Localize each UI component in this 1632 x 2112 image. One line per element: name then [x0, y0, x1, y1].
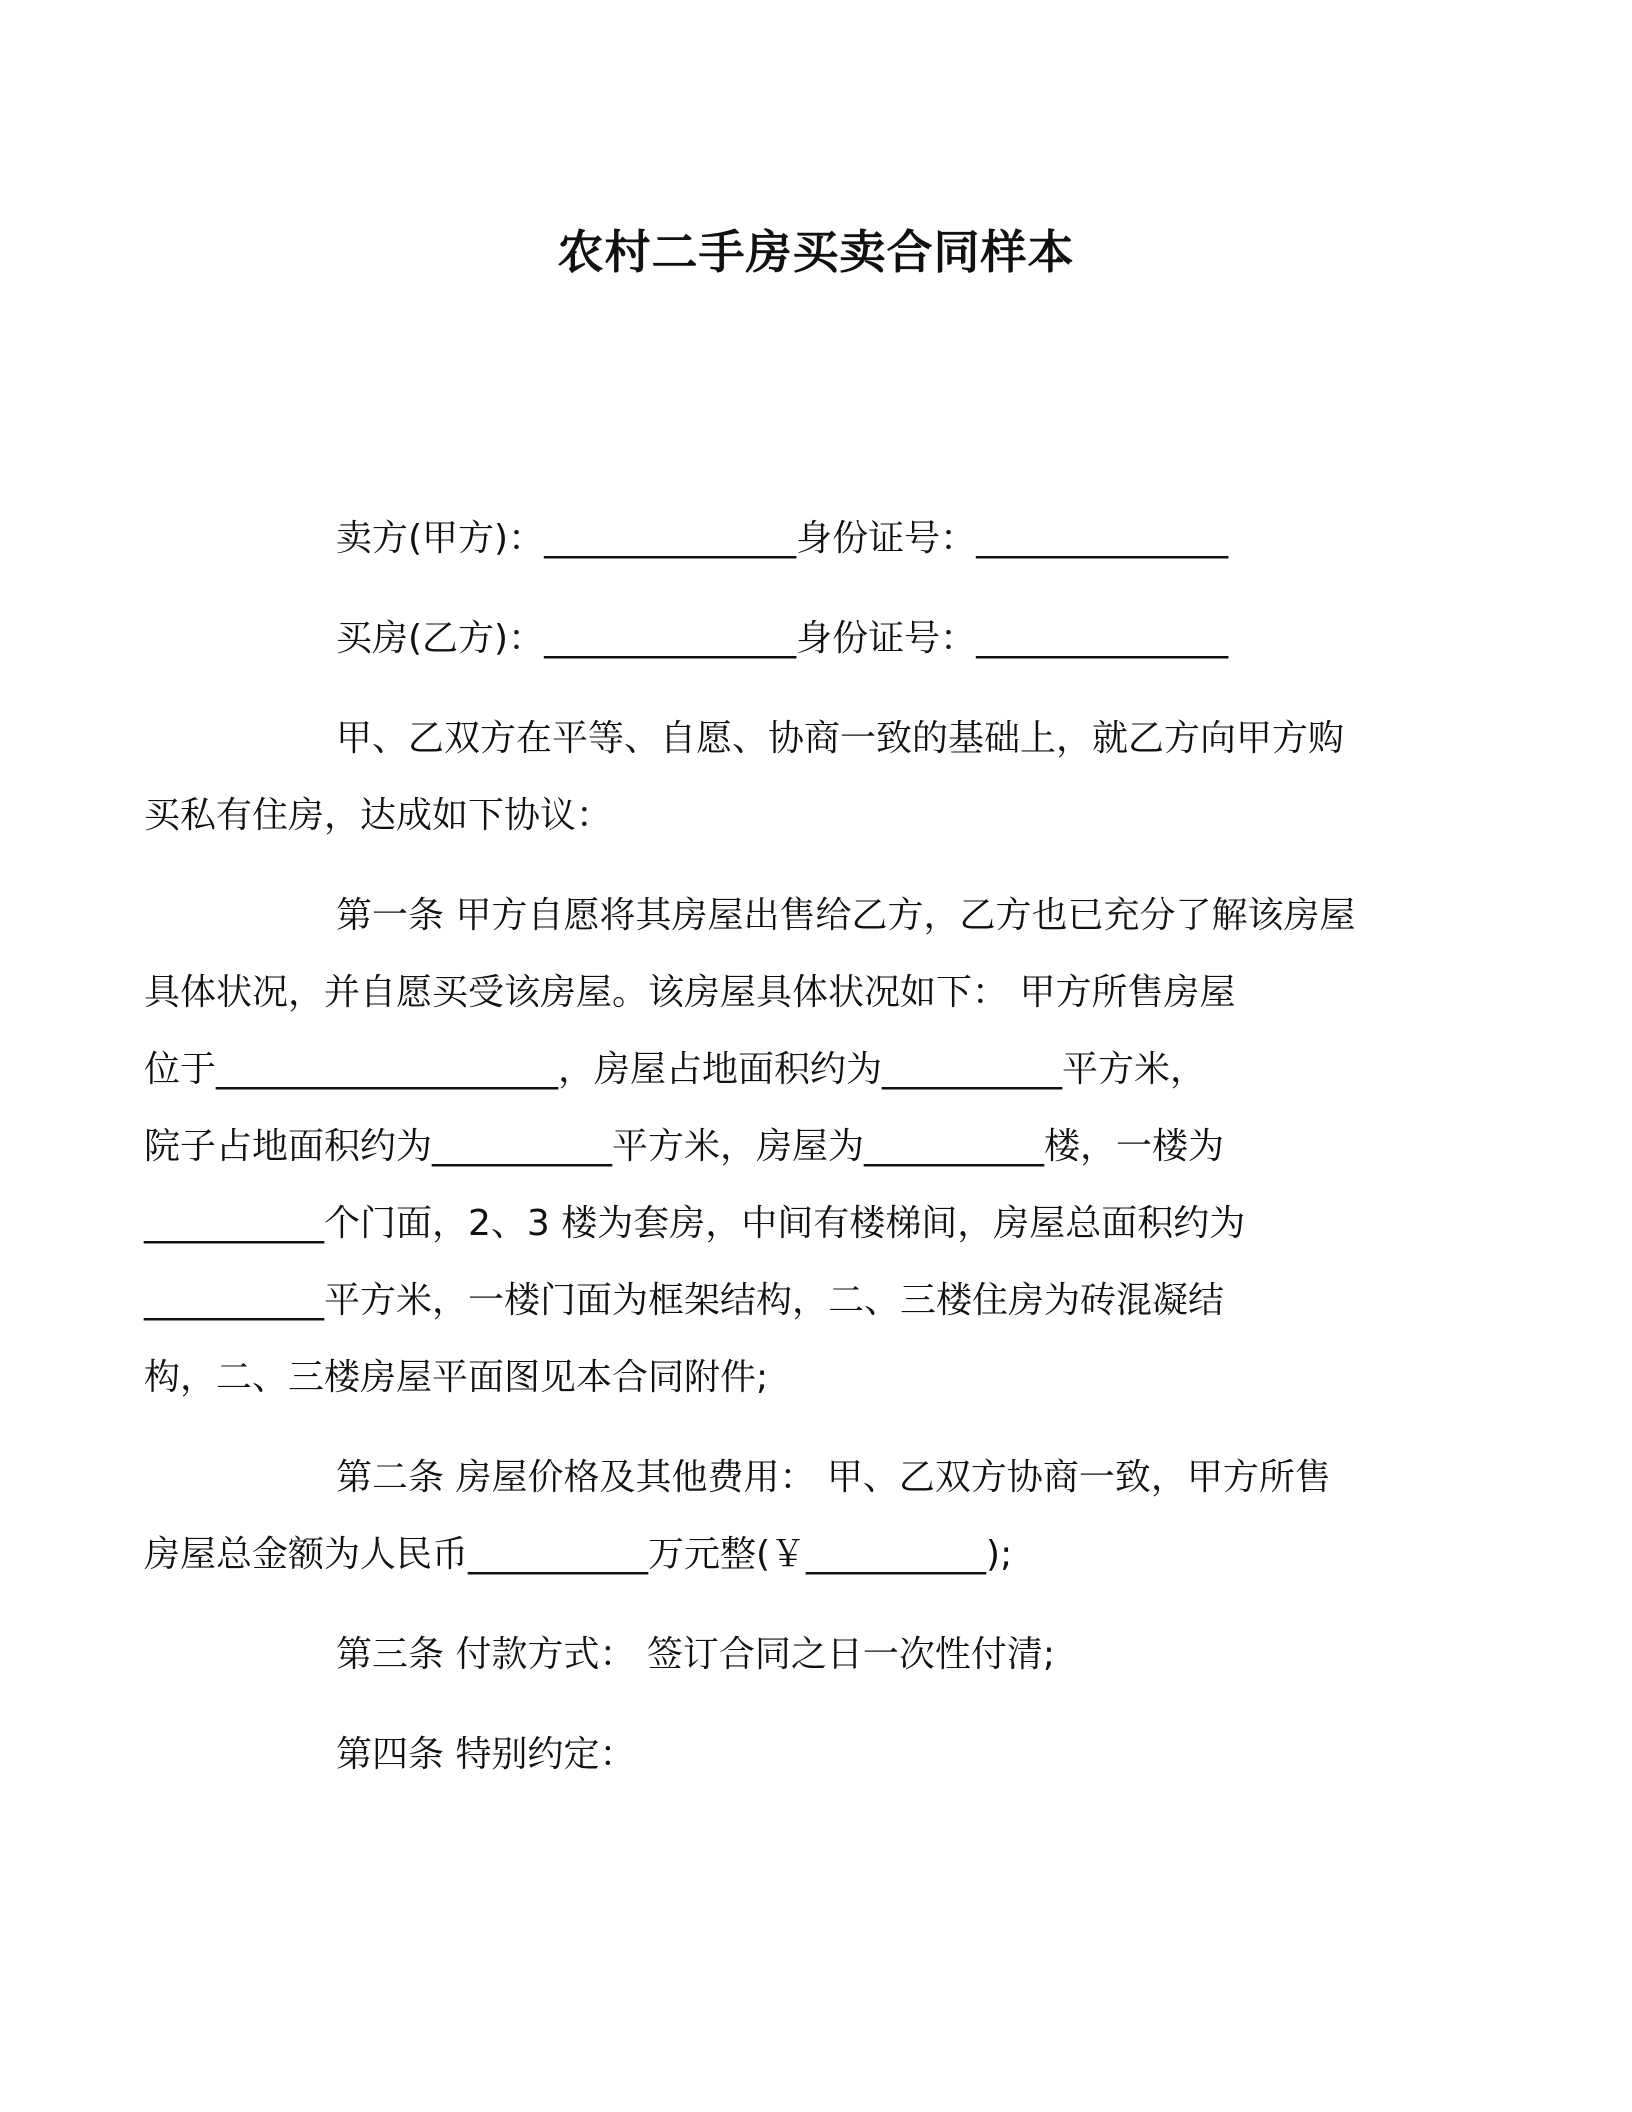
paragraph-line: 第一条 甲方自愿将其房屋出售给乙方，乙方也已充分了解该房屋: [336, 895, 1356, 936]
paragraph-line: 位于___________________，房屋占地面积约为__________平方米，: [144, 1049, 1207, 1090]
paragraph-line: 买私有住房，达成如下协议：: [144, 795, 613, 836]
paragraph-line: 院子占地面积约为__________平方米，房屋为__________楼，一楼为: [144, 1126, 1225, 1167]
article-2-paragraph: [144, 1439, 1400, 1593]
document-title: 农村二手房买卖合同样本: [557, 225, 1075, 279]
document-body: [144, 500, 1400, 1816]
buyer-line: 买房(乙方)：______________身份证号：______________: [336, 618, 1229, 659]
article-4-paragraph: 第四条 特别约定：: [336, 1734, 636, 1775]
paragraph-line: 第二条 房屋价格及其他费用： 甲、乙双方协商一致，甲方所售: [336, 1457, 1331, 1498]
paragraph-line: 房屋总金额为人民币__________万元整(￥__________);: [144, 1534, 1013, 1575]
article-3-paragraph: 第三条 付款方式： 签订合同之日一次性付清;: [336, 1634, 1056, 1675]
intro-paragraph: [144, 700, 1400, 854]
paragraph-line: __________个门面，2、3 楼为套房，中间有楼梯间，房屋总面积约为: [144, 1203, 1246, 1244]
paragraph-line: 构，二、三楼房屋平面图见本合同附件;: [144, 1357, 769, 1398]
paragraph-line: __________平方米，一楼门面为框架结构，二、三楼住房为砖混凝结: [144, 1280, 1225, 1321]
paragraph-line: 具体状况，并自愿买受该房屋。该房屋具体状况如下： 甲方所售房屋: [144, 972, 1236, 1013]
paragraph-line: 甲、乙双方在平等、自愿、协商一致的基础上，就乙方向甲方购: [336, 718, 1345, 759]
seller-line: 卖方(甲方)：______________身份证号：______________: [336, 518, 1229, 559]
article-1-paragraph: [144, 877, 1400, 1416]
